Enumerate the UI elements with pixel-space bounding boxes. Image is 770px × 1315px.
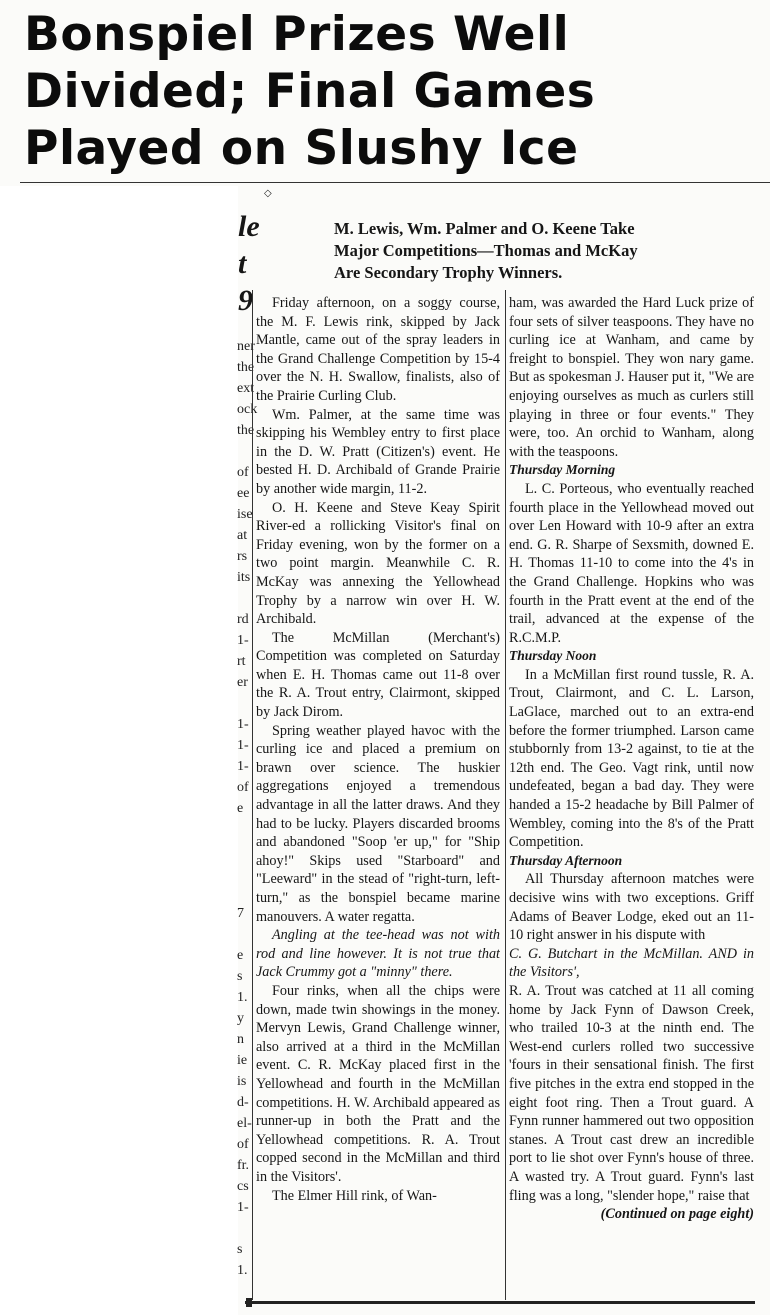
deck-line-2: Major Competitions—Thomas and McKay	[334, 241, 638, 260]
article-column-2	[509, 294, 754, 1304]
paragraph: O. H. Keene and Steve Keay Spirit River-ed a rollicking Visitor's final on Friday evening, won by the former on a two point margin. Meanwhile C. R. McKay was annexing the Yellowhead Trophy by a narrow win over H. W. Archibald.	[256, 499, 500, 628]
headline	[24, 6, 754, 177]
section-subhead: Thursday Noon	[509, 648, 597, 664]
fragment-line: d-	[237, 1095, 249, 1110]
paragraph: The McMillan (Merchant's) Competition was completed on Saturday when E. H. Thomas came out 11-8 over the R. A. Trout entry, Clairmont, skipped by Jack Dirom.	[256, 629, 500, 721]
fragment-line: rt	[237, 654, 246, 669]
paragraph: Spring weather played havoc with the curling ice and placed a premium on brawn over science. The huskier aggregations enjoyed a tremendous advantage in all the latter draws. And they had to be lucky. Players discarded brooms and abandoned "Soop 'er up," for "Ship ahoy!" Skips used "Starboard" and "Leeward" in the stead of "right-turn, left-turn," as the bonspiel became marine manouvers. A water regatta.	[256, 722, 500, 925]
paragraph: ham, was awarded the Hard Luck prize of four sets of silver teaspoons. They have no curling ice at Wanham, and came by freight to bonspiel. They won nary game. But as spokesman J. Hauser put it, "We are enjoying ourselves as much as curlers still playing in three or four events." They were, too. An orchid to Wanham, along with the teaspoons.	[509, 295, 754, 460]
article-column-1	[256, 294, 500, 1304]
fragment-line: the	[237, 423, 255, 438]
fragment-line: cs	[237, 1179, 249, 1194]
fragment-line: of	[237, 465, 249, 480]
paragraph: R. A. Trout was catched at 11 all coming home by Jack Fynn of Dawson Creek, who trailed 10-3 at the ninth end. The West-end curlers rolled two successive 'fours in their sensational finish. The first five pitches in the extra end stopped in the eight foot ring. Then a Trout guard. A Fynn runner hammered out two opposition stanes. A Trout cast drew an incredible port to lie shot over Fynn's house of three. A wasted try. A Trout guard. Fynn's last fling was a long, "slender hope," raise that	[509, 982, 754, 1204]
fragment-line: 1-	[237, 759, 249, 774]
fragment-line: rd	[237, 612, 249, 627]
fragment-line: el-	[237, 1116, 252, 1131]
fragment-line: rs	[237, 549, 248, 564]
headline-line-2: Divided; Final Games	[24, 64, 596, 119]
fragment-line: e	[237, 801, 244, 816]
fragment-line: 1-	[237, 633, 249, 648]
paragraph: All Thursday afternoon matches were decisive wins with two exceptions. Griff Adams of Beaver Lodge, eked out an 11-10 right answer in his dispute with	[509, 871, 754, 944]
fragment-line: er	[237, 675, 248, 690]
fragment-line: 1-	[237, 1200, 249, 1215]
fragment-line: ie	[237, 1053, 248, 1068]
fragment-line: at	[237, 528, 248, 543]
fragment-line: 1-	[237, 738, 249, 753]
paragraph: Wm. Palmer, at the same time was skipping his Wembley entry to first place in the D. W. Pratt (Citizen's) event. He bested H. D. Archibald of Grande Prairie by another wide margin, 11-2.	[256, 406, 500, 497]
section-subhead: Thursday Morning	[509, 462, 616, 478]
paragraph: Four rinks, when all the chips were down, made twin showings in the money. Mervyn Lewis, Grand Challenge winner, also arrived at a third in the McMillan event. C. R. McKay placed first in the Yellowhead and fourth in the McMillan competitions. H. W. Archibald appeared as runner-up in both the Pratt and the Yellowhead competitions. R. A. Trout copped second in the McMillan and third in the Visitors'.	[256, 982, 500, 1185]
continued-notice: (Continued on page eight)	[600, 1206, 754, 1223]
blank-left-area	[0, 186, 238, 1315]
fragment-line: is	[237, 1074, 247, 1089]
top-rule	[20, 182, 770, 183]
column-rule-left	[252, 290, 253, 1300]
fragment-line: ise	[237, 507, 253, 522]
headline-line-1: Bonspiel Prizes Well	[24, 7, 570, 62]
deck-line-3: Are Secondary Trophy Winners.	[334, 263, 563, 282]
ornament-icon: ◇	[264, 188, 272, 199]
fragment-line: ner	[237, 339, 255, 354]
column-rule-middle	[505, 290, 506, 1300]
paragraph: The Elmer Hill rink, of Wan-	[272, 1187, 437, 1204]
fragment-line: s	[237, 1242, 243, 1257]
paragraph: Friday afternoon, on a soggy course, the M. F. Lewis rink, skipped by Jack Mantle, came out of the spray leaders in the Grand Challenge Competition by 15-4 over the N. H. Swallow, finalists, also of the Prairie Curling Club.	[256, 295, 500, 404]
paragraph: L. C. Porteous, who eventually reached fourth place in the Yellowhead moved out over Len Howard with 10-9 after an extra end. G. R. Sharpe of Sexsmith, downed E. H. Thomas 11-10 to come into the 4's in the Grand Challenge. Hopkins who was fourth in the Pratt event at the end of the trail, advanced at the expense of the R.C.M.P.	[509, 480, 754, 646]
headline-line-3: Played on Slushy Ice	[24, 121, 579, 176]
paragraph-italic: Angling at the tee-head was not with rod and line however. It is not true that Jack Crummy got a "minny" there.	[256, 927, 500, 981]
fragment-line: 1-	[237, 717, 249, 732]
deck-subheadline	[334, 218, 734, 284]
fragment-line: e	[237, 948, 244, 963]
fragment-line: its	[237, 570, 251, 585]
paragraph-italic: C. G. Butchart in the McMillan. AND in the Visitors',	[509, 945, 754, 981]
fragment-line: the	[237, 360, 255, 375]
section-subhead: Thursday Afternoon	[509, 852, 623, 868]
deck-line-1: M. Lewis, Wm. Palmer and O. Keene Take	[334, 219, 635, 238]
fragment-line: y	[237, 1011, 244, 1026]
fragment-line: ext	[237, 381, 255, 396]
fragment-line: fr.	[237, 1158, 250, 1173]
fragment-line: of	[237, 1137, 249, 1152]
fragment-line: 7	[237, 906, 244, 921]
fragment-line: ee	[237, 486, 250, 501]
fragment-line: 1.	[237, 990, 248, 1005]
bottom-tick-mark	[246, 1298, 252, 1307]
fragment-line: of	[237, 780, 249, 795]
fragment-line: ock	[237, 402, 258, 417]
paragraph: In a McMillan first round tussle, R. A. Trout, Clairmont, and C. L. Larson, LaGlace, marched out to an extra-end before the former triumphed. Larson came stubbornly from 13-2 against, to tie at the 12th end. The Geo. Vagt rink, until now undefeated, began a bad day. They were handed a 15-2 headache by Bill Palmer of Wembley, coming into the 8's of the Pratt Competition.	[509, 666, 754, 851]
fragment-line: 1.	[237, 1263, 248, 1278]
bottom-rule	[245, 1301, 755, 1304]
fragment-line: s	[237, 969, 243, 984]
adjacent-headline-fragment: le t 9	[238, 210, 260, 317]
fragment-line: n	[237, 1032, 244, 1047]
